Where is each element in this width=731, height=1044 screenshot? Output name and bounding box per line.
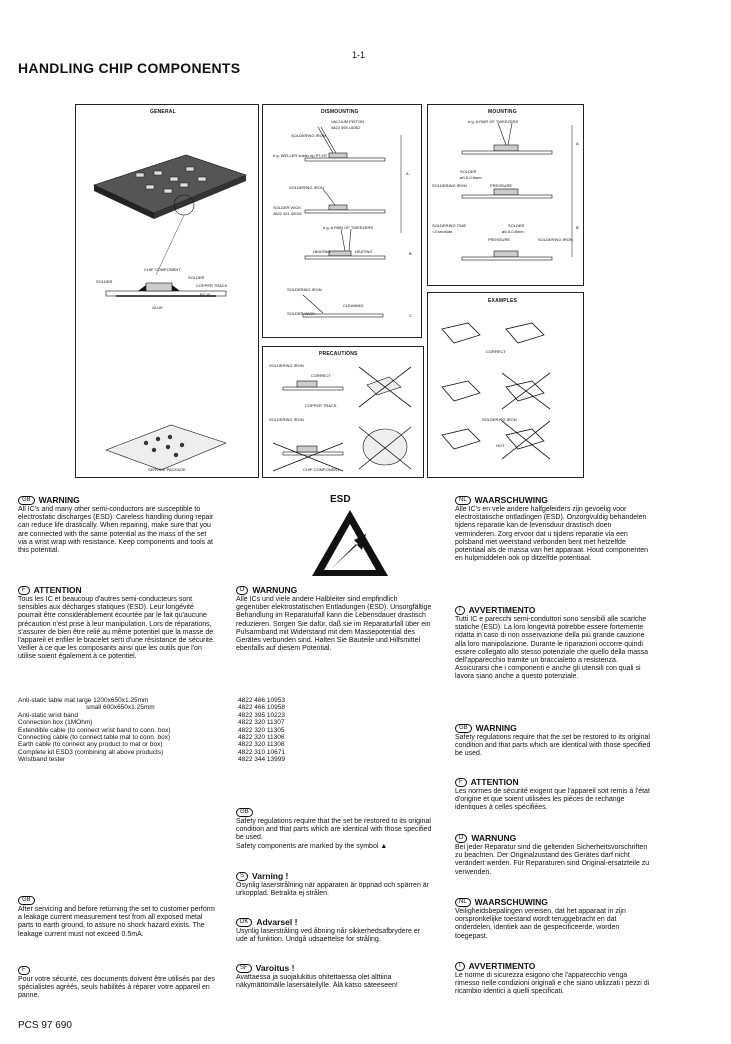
page-number: 1-1 — [352, 50, 366, 60]
gb-badge: GB — [455, 724, 472, 733]
parts-list — [18, 697, 338, 764]
label-m-pressure-b: PRESSURE — [488, 237, 511, 242]
step-b: B — [409, 251, 412, 256]
examples-title: EXAMPLES — [488, 298, 518, 304]
i-badge: I — [455, 962, 465, 971]
label-solder-wick-c: SOLDER WICK — [287, 311, 316, 316]
f-leakage-text: Pour votre sécurité, ces documents doivent être utilisés par des spécialistes agréés, seuls habilités à réparer votre appareil en panne. — [18, 976, 215, 1000]
label-soldering-iron-a: SOLDERING IRON — [291, 133, 326, 138]
label-copper-track: COPPER TRACK — [196, 283, 228, 288]
gb-badge: GB — [18, 896, 35, 905]
d-warnung-section — [236, 586, 432, 653]
gb-warning-section — [18, 496, 216, 555]
examples-illustration — [428, 293, 583, 477]
dk-advarsel-heading: Advarsel ! — [256, 917, 298, 928]
precautions-title: PRECAUTIONS — [319, 351, 358, 357]
label-m-soldering-iron-b: SOLDERING IRON — [538, 237, 573, 242]
s-varning-heading: Varning ! — [252, 871, 289, 882]
label-p-soldering-iron-2: SOLDERING IRON — [269, 417, 304, 422]
d-badge: D — [455, 834, 467, 843]
gb-badge: GB — [18, 496, 35, 505]
step-c: C — [409, 313, 412, 318]
label-m-pressure: PRESSURE — [490, 183, 513, 188]
label-m-time-value: <3 sec/side — [432, 229, 453, 234]
mounting-title: MOUNTING — [488, 109, 517, 115]
nl-waarschuwing2-text: Veiligheidsbepalingen vereisen, dat het apparaat in zijn oorspronkelijke toestand wordt teruggebracht en dat onderdelen, identiek aan de gespecificeerde, worden toegepast. — [455, 908, 626, 940]
parts-row: Connecting cable (to connect table mat to conn. box) 4822 320 11306 — [18, 734, 285, 742]
label-service-package: SERVICE PACKAGE — [148, 467, 186, 472]
label-chip-component: CHIP COMPONENT — [144, 267, 181, 272]
i-avvertimento-text: Tutti IC e parecchi semi-conduttori sono sensibili alle scariche statiche (ESD). La loro longevità potrebbe essere fortemente ridatta in caso di non osservazione della più grande cauzione alla loro manipolazione. Durante le riparazioni occorre quindi essere collegato allo stesso potenziale che quello della massa dell'apparecchio tramite un braccialetto a resistenza. Assicurarsi che i componenti e anche gli utensili con quali si lavora siano anche a questo potenziale. — [455, 616, 649, 681]
parts-row: Anti-static table mat large 1200x650x1.25mm 4822 466 10953 — [18, 697, 285, 704]
step-a: A — [406, 171, 409, 176]
label-solder-wick: SOLDER WICK — [273, 205, 302, 210]
d-warnung-heading: WARNUNG — [252, 585, 298, 596]
d-badge: D — [236, 586, 248, 595]
i-badge: I — [455, 606, 465, 615]
f-attention2-heading: ATTENTION — [470, 777, 519, 788]
d-warnung2-heading: WARNUNG — [471, 833, 517, 844]
label-heating-2: HEATING — [355, 249, 373, 254]
d-warnung2-section — [455, 834, 651, 877]
label-cleaning: CLEANING — [343, 303, 364, 308]
d-warnung-text: Alle ICs und viele andere Halbleiter sind empfindlich gegenüber elektrostatischen Entladungen (ESD). Unsorgfältige Behandlung im Reparaturfall kann die Lebensdauer drastisch reduzieren. Sorgen Sie dafür, daß sie im Reparaturfall über ein Pulsarmband mit Widerstand mit dem Massepotential des Gerätes verbunden sind. Halten Sie Bauteile und Hilfsmittel ebenfalls auf diesem Potential. — [236, 596, 432, 653]
gb-warning2-section — [455, 724, 651, 759]
d-warnung2-text: Bei jeder Reparatur sind die geltenden Sicherheitsvorschriften zu beachten. Der Originalzustand des Gerätes darf nicht verändert werden. Für Reparaturen sind Original-ersatzteile zu verwenden. — [455, 844, 650, 876]
f-attention-text: Tous les IC et beaucoup d'autres semi-conducteurs sont sensibles aux décharges statiques (ESD). Leur longévité pourrait être considérablement écourtée par le fait qu'aucune précaution n'est prise à leur manipulation. Lors de réparations, s'assurer de bien être relié au même potentiel que la masse de l'appareil et enfiler le bracelet serti d'une résistance de sécurité. Veiller à ce que les composants ainsi que les outils que l'on utilise soient également à ce potentiel. — [18, 596, 215, 661]
label-m-tweezers: e.g. A PAIR OF TWEEZERS — [468, 119, 519, 124]
label-vacuum-piston: VACUUM PISTON — [331, 119, 364, 124]
sf-badge: SF — [236, 964, 252, 973]
f-badge: F — [18, 586, 30, 595]
label-soldering-iron-c: SOLDERING IRON — [287, 287, 322, 292]
dismounting-illustration — [263, 105, 421, 337]
general-title: GENERAL — [150, 109, 176, 115]
gb-safety-symbol-text: Safety components are marked by the symbol — [236, 842, 379, 850]
label-p-correct: CORRECT — [311, 373, 331, 378]
nl-badge: NL — [455, 496, 471, 505]
label-tweezers: e.g. A PAIR OF TWEEZERS — [323, 225, 374, 230]
label-p-chip-component: CHIP COMPONENT — [303, 467, 340, 472]
nl-waarschuwing-section — [455, 496, 651, 563]
dismounting-diagram — [262, 104, 422, 338]
label-ex-correct: CORRECT — [486, 349, 506, 354]
f-leakage-section — [18, 966, 216, 1001]
f-attention2-text: Les normes de sécurité exigent que l'appareil soit remis à l'état d'origine et que soient utilisées les pièces de rechange identiques à celles spécifiées. — [455, 788, 650, 812]
f-badge: F — [18, 966, 30, 975]
dk-advarsel-text: Usynlig laserstråling ved åbning når sikkerhedsafbrydere er ude af funktion. Undgå udsaettelse for stråling. — [236, 928, 421, 944]
label-soldering-iron-b: SOLDERING IRON — [289, 185, 324, 190]
gb-warning2-text: Safety regulations require that the set be restored to its original condition and that parts which are identical with those specified be used. — [455, 734, 651, 758]
esd-title: ESD — [330, 494, 351, 505]
label-p-soldering-iron: SOLDERING IRON — [269, 363, 304, 368]
label-ex-soldering-iron: SOLDERING IRON — [482, 417, 517, 422]
mounting-illustration — [428, 105, 583, 285]
f-attention-section — [18, 586, 216, 662]
safety-warning-icon: ▲ — [380, 842, 388, 850]
s-varning-section — [236, 872, 432, 898]
label-pcb: P.C.B. — [200, 292, 212, 297]
parts-row: Complete kit ESD3 (combining all above products) 4822 310 10671 — [18, 748, 285, 756]
i-avvertimento2-text: Le norme di sicurezza esigono che l'apparecchio venga rimesso nelle condizioni originali e che siano utilizzati i pezzi di ricambio identici a quelli specificati. — [455, 972, 650, 996]
parts-row: small 600x650x1.25mm 4822 466 10958 — [86, 704, 285, 712]
f-attention2-section — [455, 778, 651, 813]
sf-varoitus-section — [236, 964, 432, 990]
nl-waarschuwing2-heading: WAARSCHUWING — [474, 897, 548, 908]
nl-badge: NL — [455, 898, 471, 907]
f-attention-heading: ATTENTION — [33, 585, 82, 596]
nl-waarschuwing2-section — [455, 898, 651, 941]
nl-waarschuwing-heading: WAARSCHUWING — [474, 495, 548, 506]
gb-safety-text: Safety regulations require that the set be restored to its original condition and that parts which are identical with those specified be used. — [236, 818, 432, 842]
label-wick-code: 4822 321 40042 — [273, 211, 302, 216]
label-p-copper-track: COPPER TRACK — [305, 403, 337, 408]
parts-row: Earth cable (to connect any product to mat or box) 4822 320 11308 — [18, 741, 285, 749]
label-m-solder-dia: ø0.5-0.8mm — [460, 175, 482, 180]
label-m-solder-dia-b: ø0.5-0.8mm — [502, 229, 524, 234]
dk-advarsel-section — [236, 918, 432, 944]
step-m-a: A — [576, 141, 579, 146]
i-avvertimento-section — [455, 606, 651, 682]
step-m-b: B — [576, 225, 579, 230]
label-solder: SOLDER — [96, 279, 113, 284]
gb-leakage-section — [18, 896, 216, 939]
label-m-soldering-iron: SOLDERING IRON — [432, 183, 467, 188]
esd-warning-icon — [310, 508, 390, 578]
gb-leakage-text: After servicing and before returning the set to customer perform a leakage current measurement test from all exposed metal parts to earth ground, to assure no shock hazard exists. The leakage current must not exceed 0.5mA. — [18, 906, 215, 938]
document-code: PCS 97 690 — [18, 1020, 72, 1031]
s-badge: S — [236, 872, 248, 881]
dk-badge: DK — [236, 918, 252, 927]
sf-varoitus-heading: Varoitus ! — [255, 963, 295, 974]
gb-warning-heading: WARNING — [38, 495, 80, 506]
label-m-solder-b: SOLDER — [508, 223, 525, 228]
f-badge: F — [455, 778, 467, 787]
parts-row: Wristband tester 4822 344 13999 — [18, 756, 285, 764]
label-solder-2: SOLDER — [188, 275, 205, 280]
label-m-solder: SOLDER — [460, 169, 477, 174]
mounting-diagram — [427, 104, 584, 286]
label-weller: e.g. WELLER solder tip PT-H7 — [273, 153, 328, 158]
general-diagram — [75, 104, 259, 478]
label-m-soldering-time: SOLDERING TIME — [432, 223, 467, 228]
gb-warning2-heading: WARNING — [475, 723, 517, 734]
parts-row: Anti-static wrist band 4822 395 10223 — [18, 711, 285, 719]
label-heating-1: HEATING — [313, 249, 331, 254]
i-avvertimento-heading: AVVERTIMENTO — [468, 605, 536, 616]
label-vacuum-code: 4822 395 10082 — [331, 125, 360, 130]
i-avvertimento2-heading: AVVERTIMENTO — [468, 961, 536, 972]
gb-safety-section — [236, 808, 432, 851]
i-avvertimento2-section — [455, 962, 651, 997]
dismounting-title: DISMOUNTING — [321, 109, 359, 115]
examples-diagram — [427, 292, 584, 478]
parts-row: Extendible cable (to connect wrist band to conn. box) 4822 320 11305 — [18, 726, 285, 734]
page-title: HANDLING CHIP COMPONENTS — [18, 60, 241, 76]
label-glue: GLUE — [152, 305, 163, 310]
gb-badge: GB — [236, 808, 253, 817]
sf-varoitus-text: Avattaessa ja suojalukitus ohitettaessa olet alttiina näkymättömälle lasersäteilylle. Älä katso säteeseen! — [236, 974, 398, 990]
precautions-diagram — [262, 346, 424, 478]
parts-row: Connection box (1MOhm) 4822 320 11307 — [18, 719, 285, 727]
nl-waarschuwing-text: Alle IC's en vele andere halfgeleiders zijn gevoelig voor electrostatische ontladingen (ESD). Onzorgvuldig behandelen tijdens reparatie kan de levensduur drastisch doen verminderen. Zorg ervoor dat u tijdens reparatie via een polsband met weerstand verbonden bent met hetzelfde potentiaal als de massa van het apparaat. Houd componenten en hulpmiddelen ook op ditzelfde potentiaal. — [455, 506, 649, 563]
gb-warning-text: All IC's and many other semi-conductors are susceptible to electrostatic discharges (ESD). Careless handling during repair can reduce life drastically. When repairing, make sure that you are connected with the same potential as the mass of the set via a wrist wrap with resistance. Keep components and tools at this potential. — [18, 506, 214, 555]
s-varning-text: Osynlig laserstrålning när apparaten är öppnad och spärren är urkopplad. Betrakta ej strålen. — [236, 882, 430, 898]
label-ex-hot: HOT — [496, 443, 505, 448]
pcb-illustration — [76, 105, 258, 477]
